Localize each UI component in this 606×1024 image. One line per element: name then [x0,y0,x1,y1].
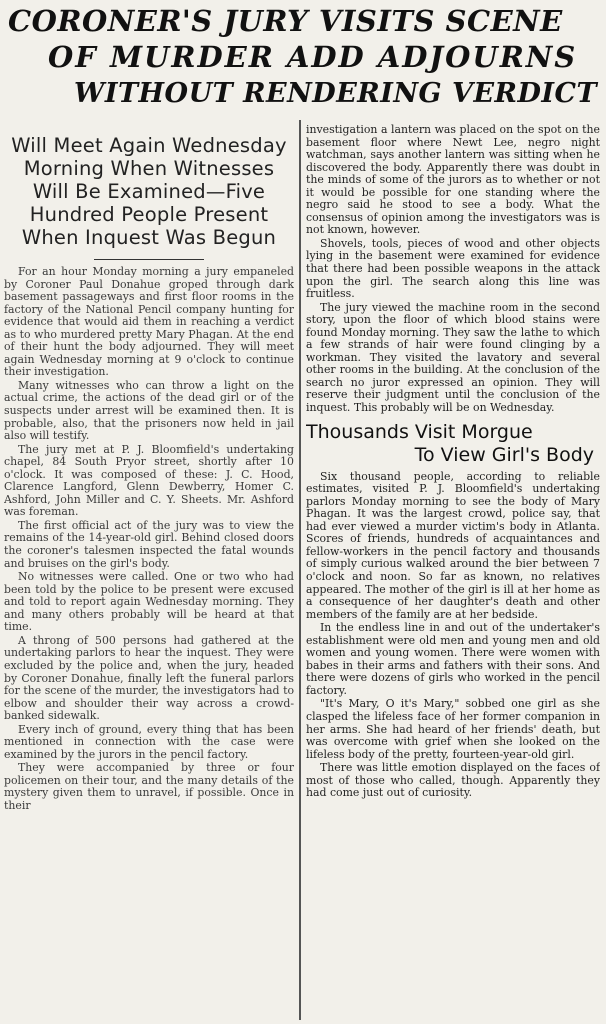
left-column [4,124,294,1020]
right-column [306,124,600,1020]
article-paragraph: "It's Mary, O it's Mary," sobbed one girl as she clasped the lifeless face of her former companion in her arms. She had heard of her friends' death, but was overcome with grief when she looked on the lifeless body of the pretty, fourteen-year-old girl. [306,697,600,761]
article-paragraph: The jury viewed the machine room in the second story, upon the floor of which blood stains were found Monday morning. They saw the lathe to which a few strands of hair were found clinging by a workman. They visited the lavatory and several other rooms in the building. At the conclusion of the search no juror expressed an opinion. They will reserve their judgment until the conclusion of the inquest. This probably will be on Wednesday. [306,300,600,415]
article-paragraph: In the endless line in and out of the undertaker's establishment were old men and young men and old women and young women. There were women with babes in their arms and fathers with their sons. And there were dozens of girls who worked in the pencil factory. [306,621,600,697]
headline-line-1: CORONER'S JURY VISITS SCENE [8,4,563,38]
article-paragraph: The jury met at P. J. Bloomfield's undertaking chapel, 84 South Pryor street, shortly after 10 o'clock. It was composed of these: J. C. Hood, Clarence Langford, Glenn Dewberry, Homer C. Ashford, John Miller and C. Y. Sheets. Mr. Ashford was foreman. [4,442,294,519]
article-paragraph: The first official act of the jury was to view the remains of the 14-year-old girl. Behind closed doors the coroner's talesmen inspected the fatal wounds and bruises on the girl's body. [4,518,294,570]
article-paragraph: Six thousand people, according to reliable estimates, visited P. J. Bloomfield's undertaking parlors Monday morning to see the body of Mary Phagan. It was the largest crowd, police say, that had ever viewed a murder victim's body in Atlanta. Scores of friends, hundreds of acquaintances and fellow-workers in the pencil factory and thousands of simply curious walked around the bier between 7 o'clock and noon. So far as known, no relatives appeared. The mother of the girl is ill at her home as a consequence of her daughter's death and other members of the family are at her bedside. [306,469,600,621]
column-divider [299,120,301,1020]
subheadline: Will Meet Again Wednesday Morning When Witnesses Will Be Examined—Five Hundred People Present When Inquest Was Begun [11,134,287,249]
article-paragraph: Shovels, tools, pieces of wood and other objects lying in the basement were examined for evidence that there had been possible weapons in the attack upon the girl. The search along this line was fruitless. [306,236,600,301]
article-paragraph: They were accompanied by three or four policemen on their tour, and the many details of the mystery given them to unravel, if possible. Once in their [4,761,294,812]
headline-line-3: WITHOUT RENDERING VERDICT [74,78,598,109]
section-rule [94,259,204,260]
secondary-subheadline [306,421,600,467]
article-paragraph: investigation a lantern was placed on the spot on the basement floor where Newt Lee, negro night watchman, says another lantern was sitting when he discovered the body. Apparently there was doubt in the minds of some of the jurors as to whether or not it would be possible for one standing where the negro said he stood to see a body. What the consensus of opinion among the investigators was is not known, however. [306,124,600,237]
article-paragraph: A throng of 500 persons had gathered at the undertaking parlors to hear the inquest. They were excluded by the police and, when the jury, headed by Coroner Donahue, finally left the funeral parlors for the scene of the murder, the investigators had to elbow and shoulder their way across a crowd-banked sidewalk. [4,633,294,723]
headline-line-2: OF MURDER ADD ADJOURNS [48,40,578,74]
article-paragraph: For an hour Monday morning a jury empaneled by Coroner Paul Donahue groped through dark basement passageways and first floor rooms in the factory of the National Pencil company hunting for evidence that would aid them in reaching a verdict as to who murdered pretty Mary Phagan. At the end of their hunt the body adjourned. They will meet again Wednesday morning at 9 o'clock to continue their investigation. [4,265,294,379]
article-paragraph: Many witnesses who can throw a light on the actual crime, the actions of the dead girl or of the suspects under arrest will be examined then. It is probable, also, that the prisoners now held in jail also will testify. [4,378,294,443]
article-paragraph: No witnesses were called. One or two who had been told by the police to be present were excused and told to report again Wednesday morning. They and many others probably will be heard at that time. [4,570,294,634]
article-paragraph: There was little emotion displayed on the faces of most of those who called, though. Apparently they had come just out of curiosity. [306,761,600,800]
article-paragraph: Every inch of ground, every thing that has been mentioned in connection with the case were examined by the jurors in the pencil factory. [4,722,294,761]
headline [0,0,606,118]
secondary-subheadline-line-2: To View Girl's Body [414,443,594,466]
secondary-subheadline-line-1: Thousands Visit Morgue [306,420,533,443]
